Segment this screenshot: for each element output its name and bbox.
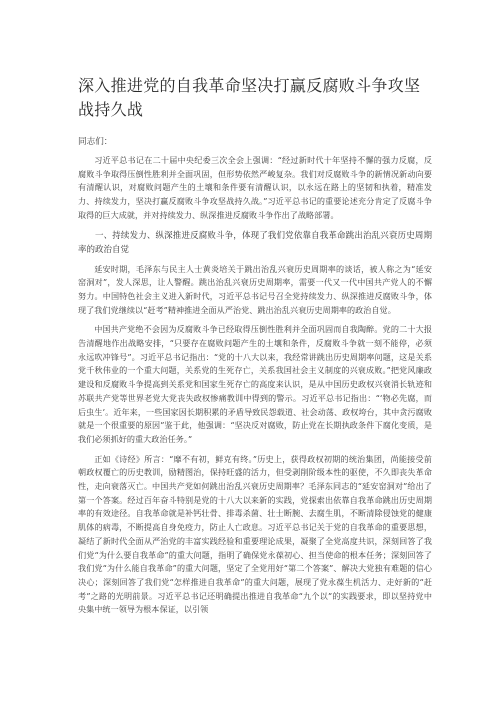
salutation: 同志们： <box>78 137 113 147</box>
section-heading-1: 一、持续发力、纵深推进反腐败斗争，体现了我们党依靠自我革命跳出治乱兴衰历史周期率的政治自觉 <box>78 230 432 255</box>
paragraph-yanan: 延安时期，毛泽东与民主人士黄炎培关于跳出治乱兴衰历史周期率的谈话，被人称之为“延安窑洞对”，发人深思，让人警醒。跳出治乱兴衰历史周期率，需要一代又一代中国共产党人的不懈努力。中国特色社会主义进入新时代，习近平总书记号召全党持续发力、纵深推进反腐败斗争，体现了我们党继续以“赶考”精神推进全面从严治党、跳出治乱兴衰历史周期率的政治自觉。 <box>78 263 432 315</box>
paragraph-self-revolution: 正如《诗经》所言：“靡不有初，鲜克有终。”历史上，获得政权初期的统治集团，尚能接受前朝政权覆亡的历史教训，励精图治，保持旺盛的活力，但受剥削阶级本性的驱使，不久即丧失革命性，走向衰落灭亡。中国共产党如何跳出治乱兴衰历史周期率？毛泽东同志的“延安窑洞对”给出了第一个答案。经过百年奋斗特别是党的十八大以来新的实践，党探索出依靠自我革命跳出历史周期率的有效途径。自我革命就是补钙壮骨、排毒杀菌、壮士断腕、去腐生肌，不断清除侵蚀党的健康肌体的病毒，不断提高自身免疫力，防止人亡政息。习近平总书记关于党的自我革命的重要思想，凝结了新时代全面从严治党的丰富实践经验和重要理论成果，凝聚了全党高度共识，深刻回答了我们党“为什么要自我革命”的重大问题，指明了确保党永葆初心、担当使命的根本任务；深刻回答了我们党“为什么能自我革命”的重大问题，坚定了全党用好“第二个答案”、解决大党独有难题的信心决心；深刻回答了我们党“怎样推进自我革命”的重大问题，展现了党永葆生机活力、走好新的“赶考”之路的光明前景。习近平总书记还明确提出推进自我革命“九个以”的实践要求，即以坚持党中央集中统一领导为根本保证，以引领 <box>78 453 432 615</box>
document-title: 深入推进党的自我革命坚决打赢反腐败斗争攻坚战持久战 <box>78 76 421 119</box>
paragraph-party-alert: 中国共产党绝不会因为反腐败斗争已经取得压倒性胜利并全面巩固而自我陶醉。党的二十大报告清醒地作出战略安排，“只要存在腐败问题产生的土壤和条件，反腐败斗争就一刻不能停，必须永远吹冲锋号”。习近平总书记指出：“党的十八大以来，我经常讲跳出历史周期率问题，这是关系党千秋伟业的一个重大问题，关系党的生死存亡，关系我国社会主义制度的兴衰成败。”把党风廉政建设和反腐败斗争提高到关系党和国家生死存亡的高度来认识，是从中国历史政权兴衰消长轨迹和苏联共产党等世界老党大党丧失政权惨痛教训中得到的警示。习近平总书记指出：“‘物必先腐，而后虫生’。近年来，一些国家因长期积累的矛盾导致民怨载道、社会动荡、政权垮台，其中贪污腐败就是一个很重要的原因”鉴于此，他强调：“坚决反对腐败，防止党在长期执政条件下腐化变质，是我们必须抓好的重大政治任务。” <box>78 324 432 444</box>
paragraph-intro: 习近平总书记在二十届中央纪委三次全会上强调：“经过新时代十年坚持不懈的强力反腐，反腐败斗争取得压倒性胜利并全面巩固，但形势依然严峻复杂。我们对反腐败斗争的新情况新动向要有清醒认识，对腐败问题产生的土壤和条件要有清醒认识，以永远在路上的坚韧和执着，精准发力、持续发力，坚决打赢反腐败斗争攻坚战持久战。”习近平总书记的重要论述充分肯定了反腐斗争取得的巨大成就，并对持续发力、纵深推进反腐败斗争作出了战略部署。 <box>78 155 432 220</box>
